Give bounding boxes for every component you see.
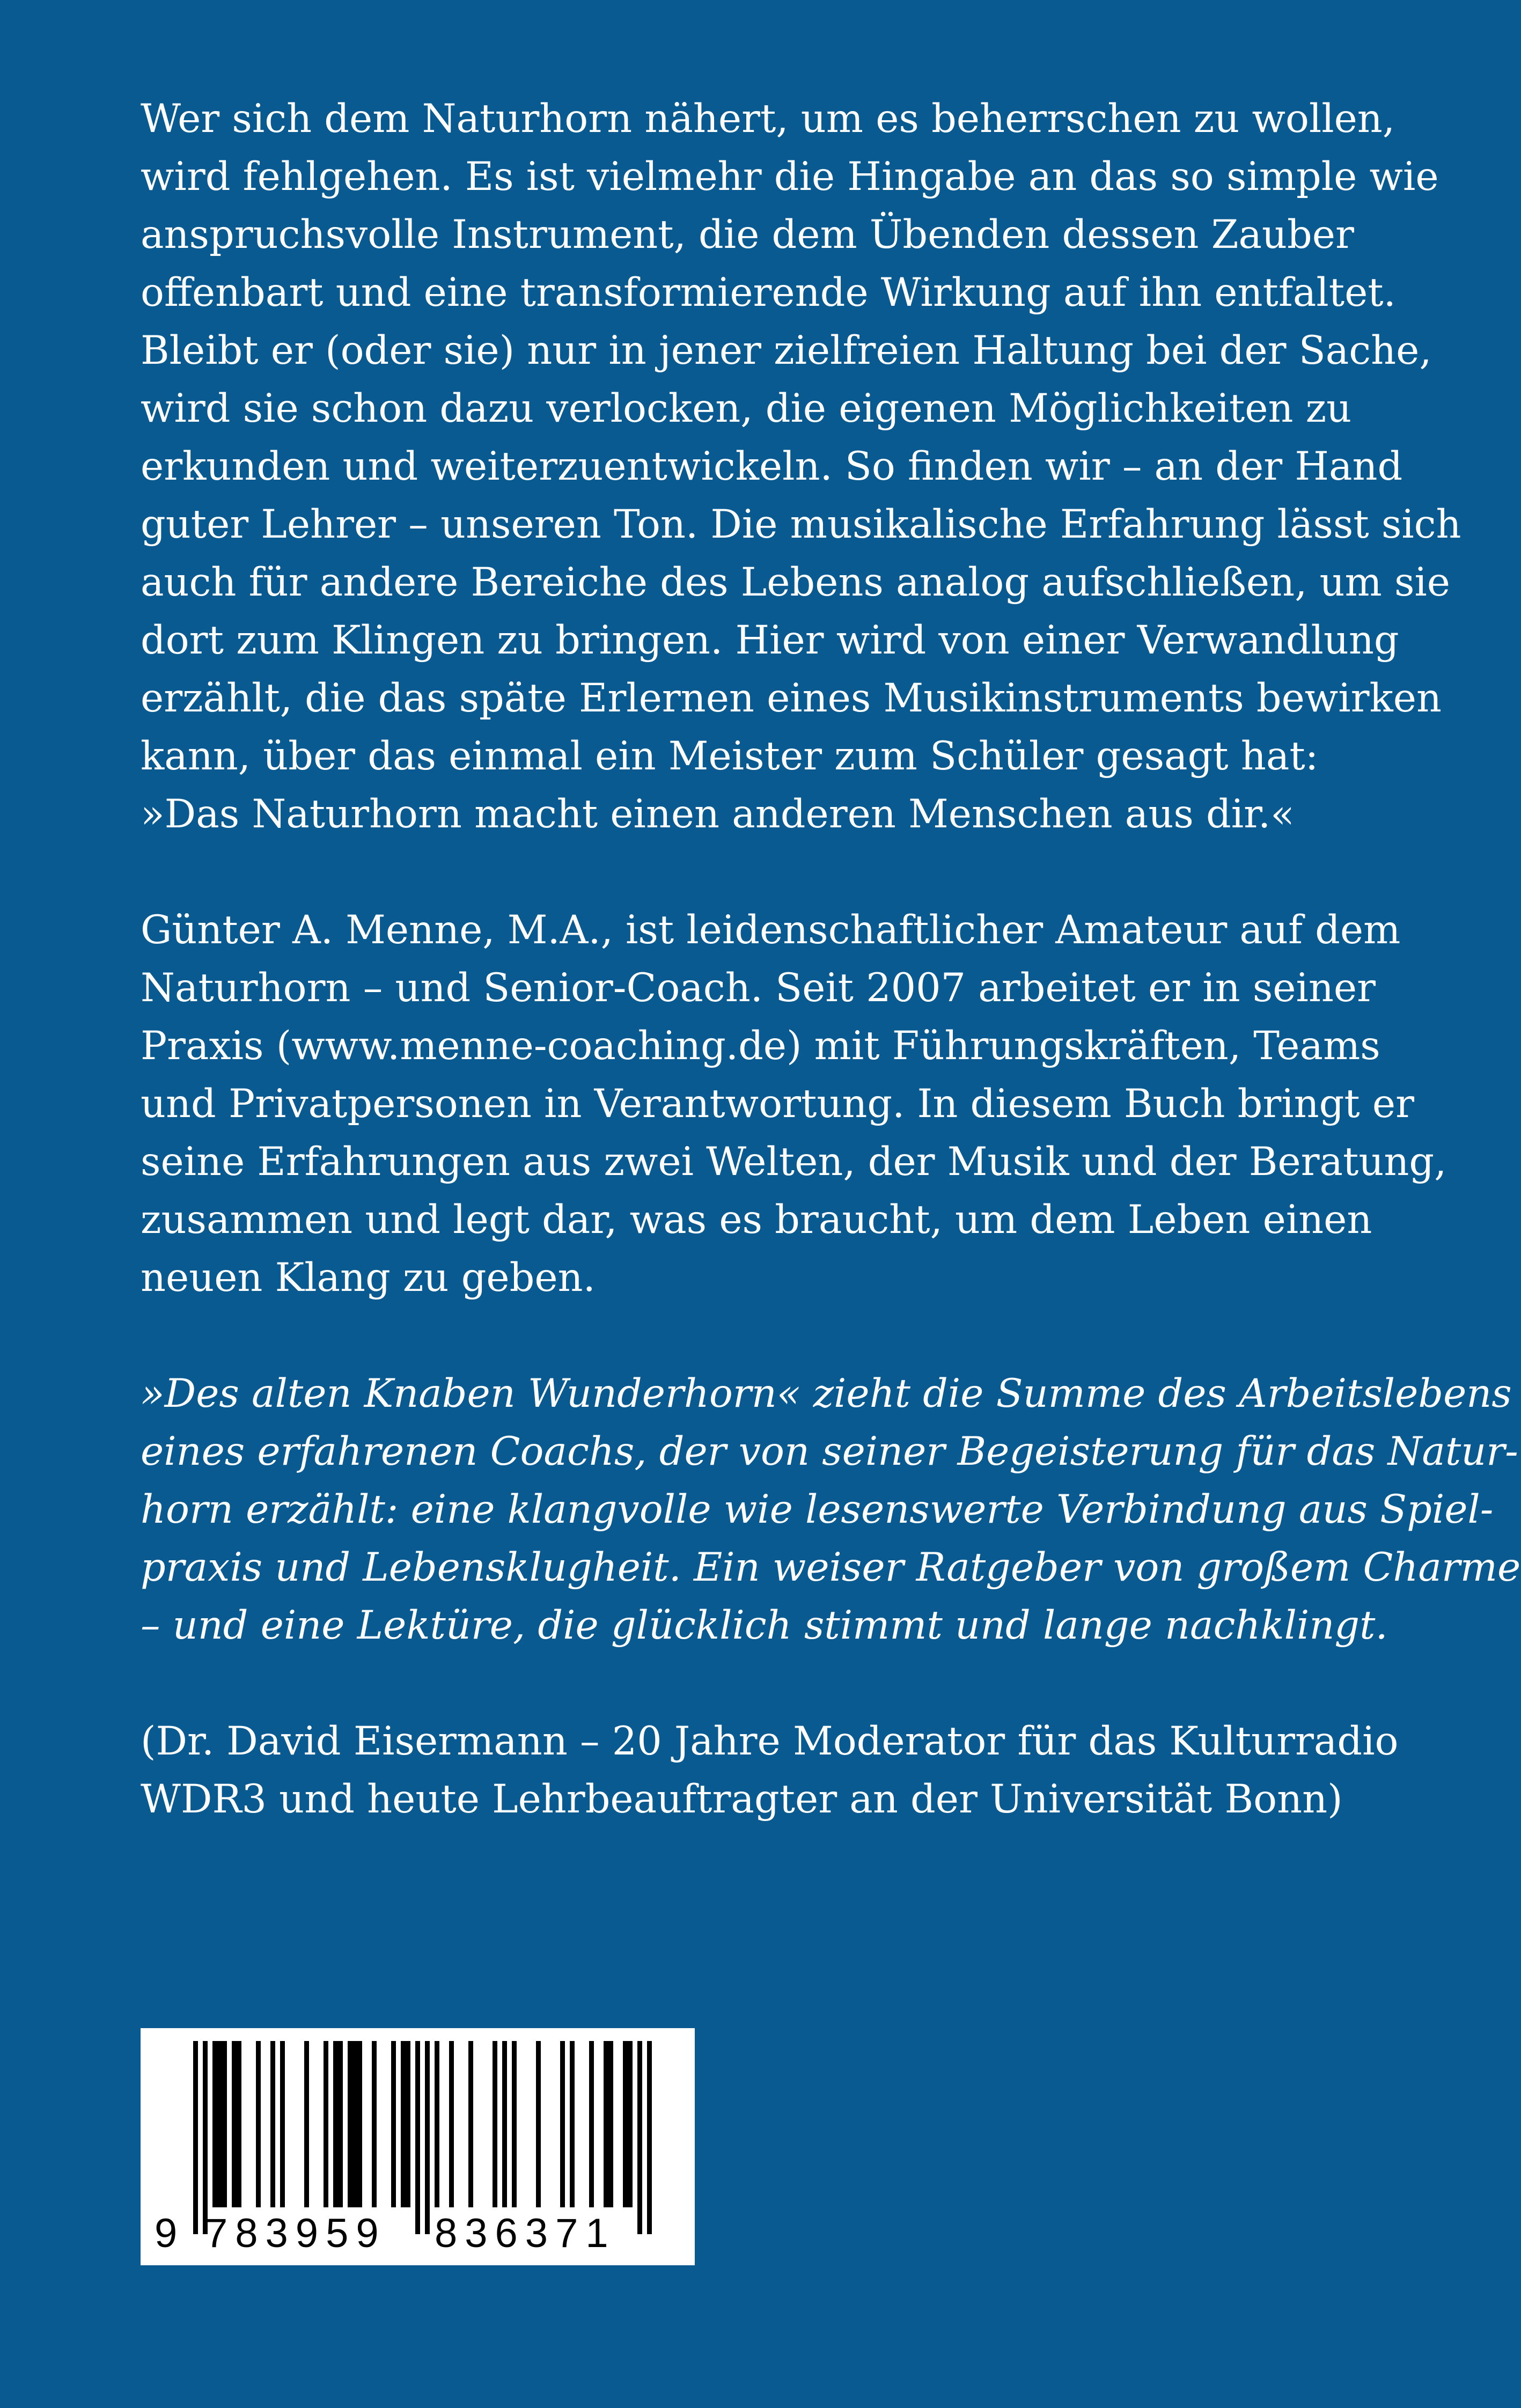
barcode-bar xyxy=(589,2041,594,2207)
blurb-line: »Das Naturhorn macht einen anderen Menschen aus dir.« xyxy=(141,791,1295,837)
blurb-line: Bleibt er (oder sie) nur in jener zielfreien Haltung bei der Sache, xyxy=(141,328,1432,373)
blurb-line: wird sie schon dazu verlocken, die eigenen Möglichkeiten zu xyxy=(141,386,1352,431)
barcode-bar xyxy=(468,2041,473,2207)
barcode-bar xyxy=(372,2041,377,2207)
blurb-paragraph xyxy=(141,90,1461,843)
barcode-digits xyxy=(141,2209,695,2263)
isbn-barcode xyxy=(141,2028,695,2265)
review-source-line: (Dr. David Eisermann – 20 Jahre Moderator für das Kulturradio xyxy=(141,1719,1399,1764)
author-bio-line: Naturhorn – und Senior-Coach. Seit 2007 arbeitet er in seiner xyxy=(141,965,1376,1011)
review-source-paragraph xyxy=(141,1713,1399,1829)
barcode-bar xyxy=(348,2041,362,2207)
barcode-bar xyxy=(604,2041,613,2207)
review-quote-line: »Des alten Knaben Wunderhorn« zieht die Summe des Arbeitslebens xyxy=(141,1371,1512,1416)
barcode-bar xyxy=(512,2041,517,2207)
blurb-line: erzählt, die das späte Erlernen eines Musikinstruments bewirken xyxy=(141,676,1442,721)
barcode-bar xyxy=(256,2041,261,2207)
barcode-bar xyxy=(333,2041,343,2207)
review-quote-line: horn erzählt: eine klangvolle wie lesenswerte Verbindung aus Spiel- xyxy=(141,1487,1494,1532)
author-bio-paragraph xyxy=(141,901,1447,1307)
barcode-right-digits: 836371 xyxy=(435,2211,616,2256)
barcode-bar xyxy=(536,2041,541,2207)
barcode-guard-bar xyxy=(193,2041,198,2234)
author-bio-line: Günter A. Menne, M.A., ist leidenschaftlicher Amateur auf dem xyxy=(141,907,1401,953)
blurb-line: anspruchsvolle Instrument, die dem Übenden dessen Zauber xyxy=(141,212,1354,258)
blurb-line: auch für andere Bereiche des Lebens analog aufschließen, um sie xyxy=(141,560,1450,605)
author-bio-line: Praxis (www.menne-coaching.de) mit Führungskräften, Teams xyxy=(141,1023,1380,1069)
blurb-line: kann, über das einmal ein Meister zum Schüler gesagt hat: xyxy=(141,733,1319,779)
barcode-lead-digit: 9 xyxy=(155,2211,178,2256)
paragraph-spacer xyxy=(141,1307,1391,1365)
blurb-line: dort zum Klingen zu bringen. Hier wird von einer Verwandlung xyxy=(141,618,1399,663)
review-quote-line: – und eine Lektüre, die glücklich stimmt und lange nachklingt. xyxy=(141,1603,1388,1648)
barcode-guard-bar xyxy=(425,2041,430,2234)
review-quote-line: praxis und Lebensklugheit. Ein weiser Ratgeber von großem Charme xyxy=(141,1545,1521,1590)
barcode-guard-bar xyxy=(637,2041,642,2234)
review-quote-line: eines erfahrenen Coachs, der von seiner Begeisterung für das Natur- xyxy=(141,1429,1518,1474)
barcode-bar xyxy=(212,2041,227,2207)
barcode-bar xyxy=(493,2041,497,2207)
blurb-line: guter Lehrer – unseren Ton. Die musikalische Erfahrung lässt sich xyxy=(141,502,1461,547)
barcode-bar xyxy=(391,2041,396,2207)
blurb-line: offenbart und eine transformierende Wirkung auf ihn entfaltet. xyxy=(141,270,1396,315)
paragraph-spacer xyxy=(141,1655,1391,1713)
barcode-guard-bar xyxy=(203,2041,208,2234)
barcode-guard-bar xyxy=(415,2041,420,2234)
blurb-line: wird fehlgehen. Es ist vielmehr die Hingabe an das so simple wie xyxy=(141,154,1439,200)
back-cover-text xyxy=(141,90,1521,1829)
barcode-bar xyxy=(435,2041,439,2207)
blurb-line: erkunden und weiterzuentwickeln. So finden wir – an der Hand xyxy=(141,444,1403,489)
barcode-bar xyxy=(232,2041,241,2207)
barcode-bar xyxy=(401,2041,410,2207)
blurb-line: Wer sich dem Naturhorn nähert, um es beherrschen zu wollen, xyxy=(141,96,1395,142)
barcode-bar xyxy=(570,2041,575,2207)
barcode-bar xyxy=(324,2041,328,2207)
barcode-bar xyxy=(623,2041,633,2207)
author-bio-line: und Privatpersonen in Verantwortung. In diesem Buch bringt er xyxy=(141,1081,1415,1127)
author-bio-line: neuen Klang zu geben. xyxy=(141,1255,596,1301)
barcode-bar xyxy=(502,2041,507,2207)
paragraph-spacer xyxy=(141,843,1391,901)
barcode-bar xyxy=(560,2041,565,2207)
review-quote-paragraph xyxy=(141,1365,1521,1655)
barcode-left-digits: 783959 xyxy=(205,2211,386,2256)
barcode-bar xyxy=(280,2041,285,2207)
barcode-bar xyxy=(449,2041,454,2207)
barcode-bar xyxy=(304,2041,309,2207)
review-source-line: WDR3 und heute Lehrbeauftragter an der Universität Bonn) xyxy=(141,1776,1343,1822)
barcode-bar xyxy=(270,2041,275,2207)
author-bio-line: zusammen und legt dar, was es braucht, um dem Leben einen xyxy=(141,1197,1372,1243)
author-bio-line: seine Erfahrungen aus zwei Welten, der Musik und der Beratung, xyxy=(141,1139,1447,1185)
barcode-guard-bar xyxy=(647,2041,652,2234)
